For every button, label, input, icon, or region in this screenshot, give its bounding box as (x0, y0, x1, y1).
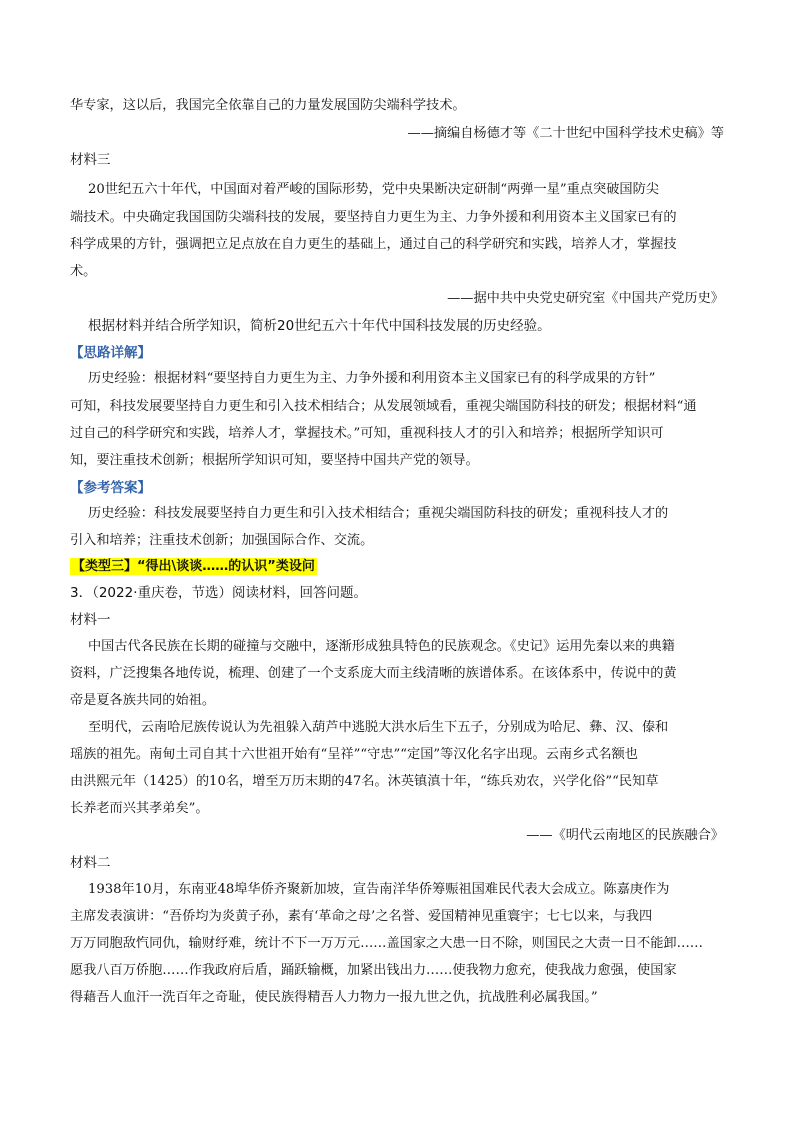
text-line: 20世纪五六十年代，中国面对着严峻的国际形势，党中央果断决定研制“两弹一星”重点突破国防尖 (88, 182, 659, 197)
text-line: 历史经验：科技发展要坚持自力更生和引入技术相结合；重视尖端国防科技的研发；重视科技人才的 (88, 506, 669, 521)
citation-line: ——《明代云南地区的民族融合》 (526, 828, 724, 843)
text-line: 瑶族的祖先。南甸土司自其十六世祖开始有“呈祥”“守忠”“定国”等汉化名字出现。云南乡式名额也 (70, 747, 638, 762)
text-line: 中国古代各民族在长期的碰撞与交融中，逐渐形成独具特色的民族观念。《史记》运用先秦以来的典籍 (88, 639, 675, 654)
text-line: 引入和培养；注重技术创新；加强国际合作、交流。 (70, 533, 374, 548)
text-line: 得藉吾人血汗一洗百年之奇耻，使民族得精吾人力物力一报九世之仇，抗战胜利必属我国。” (70, 990, 598, 1005)
text-line: 术。 (70, 264, 97, 279)
text-line: 资料，广泛搜集各地传说，梳理、创建了一个支系庞大而主线清晰的族谱体系。在该体系中，传说中的黄 (70, 666, 677, 681)
material-label: 材料一 (70, 612, 111, 628)
text-line: 主席发表演讲：“吾侨均为炎黄子孙，素有‘革命之母’之名誉、爱国精神见重寰宇；七七以来，与我四 (70, 909, 653, 924)
material-label: 材料三 (70, 152, 111, 168)
text-line: 1938年10月，东南亚48埠华侨齐聚新加坡，宣告南洋华侨筹赈祖国难民代表大会成立。陈嘉庚作为 (88, 882, 670, 897)
text-line: 由洪熙元年（1425）的10名，增至万历末期的47名。沐英镇滇十年，“练兵劝农，兴学化俗”“民知草 (70, 774, 659, 789)
citation-line: ——据中共中央党史研究室《中国共产党历史》 (447, 291, 724, 306)
question-text: 根据材料并结合所学知识，简析20世纪五六十年代中国科技发展的历史经验。 (88, 318, 551, 334)
question-stem: 3．（2022·重庆卷，节选）阅读材料，回答问题。 (70, 585, 367, 601)
material-label: 材料二 (70, 855, 111, 871)
section-heading-analysis: 【思路详解】 (70, 345, 151, 361)
text-line: 长养老而兴其孝弟矣”。 (70, 801, 209, 816)
text-line: 端技术。中央确定我国国防尖端科技的发展，要坚持自力更生为主、力争外援和利用资本主义国家已有的 (70, 210, 677, 225)
text-line: 知，要注重技术创新；根据所学知识可知，要坚持中国共产党的领导。 (70, 453, 479, 468)
text-line: 华专家，这以后，我国完全依靠自己的力量发展国防尖端科学技术。 (70, 98, 466, 113)
type-heading: 【类型三】“得出\谈谈……的认识”类设问 (72, 559, 315, 574)
section-heading-answer: 【参考答案】 (70, 480, 151, 496)
text-line: 万万同胞敌忾同仇，输财纾难，统计不下一万万元……盖国家之大患一日不除，则国民之大责一日不能卸…… (70, 936, 703, 951)
text-line: 帝是夏各族共同的始祖。 (70, 693, 216, 708)
text-line: 过自己的科学研究和实践，培养人才，掌握技术。”可知，重视科技人才的引入和培养；根据所学知识可 (70, 426, 664, 441)
citation-line: ——摘编自杨德才等《二十世纪中国科学技术史稿》等 (407, 126, 724, 141)
text-line: 可知，科技发展要坚持自力更生和引入技术相结合；从发展领域看，重视尖端国防科技的研发；根据材料“通 (70, 399, 697, 414)
text-line: 科学成果的方针，强调把立足点放在自力更生的基础上，通过自己的科学研究和实践，培养人才，掌握技 (70, 237, 677, 252)
type-heading-row (70, 557, 724, 577)
text-line: 历史经验：根据材料“要坚持自力更生为主、力争外援和利用资本主义国家已有的科学成果的方针” (88, 371, 656, 386)
text-line: 至明代，云南哈尼族传说认为先祖躲入葫芦中逃脱大洪水后生下五子，分别成为哈尼、彝、汉、傣和 (88, 720, 669, 735)
text-line: 愿我八百万侨胞……作我政府后盾，踊跃输概，加紧出钱出力……使我物力愈充，使我战力愈强，使国家 (70, 963, 677, 978)
